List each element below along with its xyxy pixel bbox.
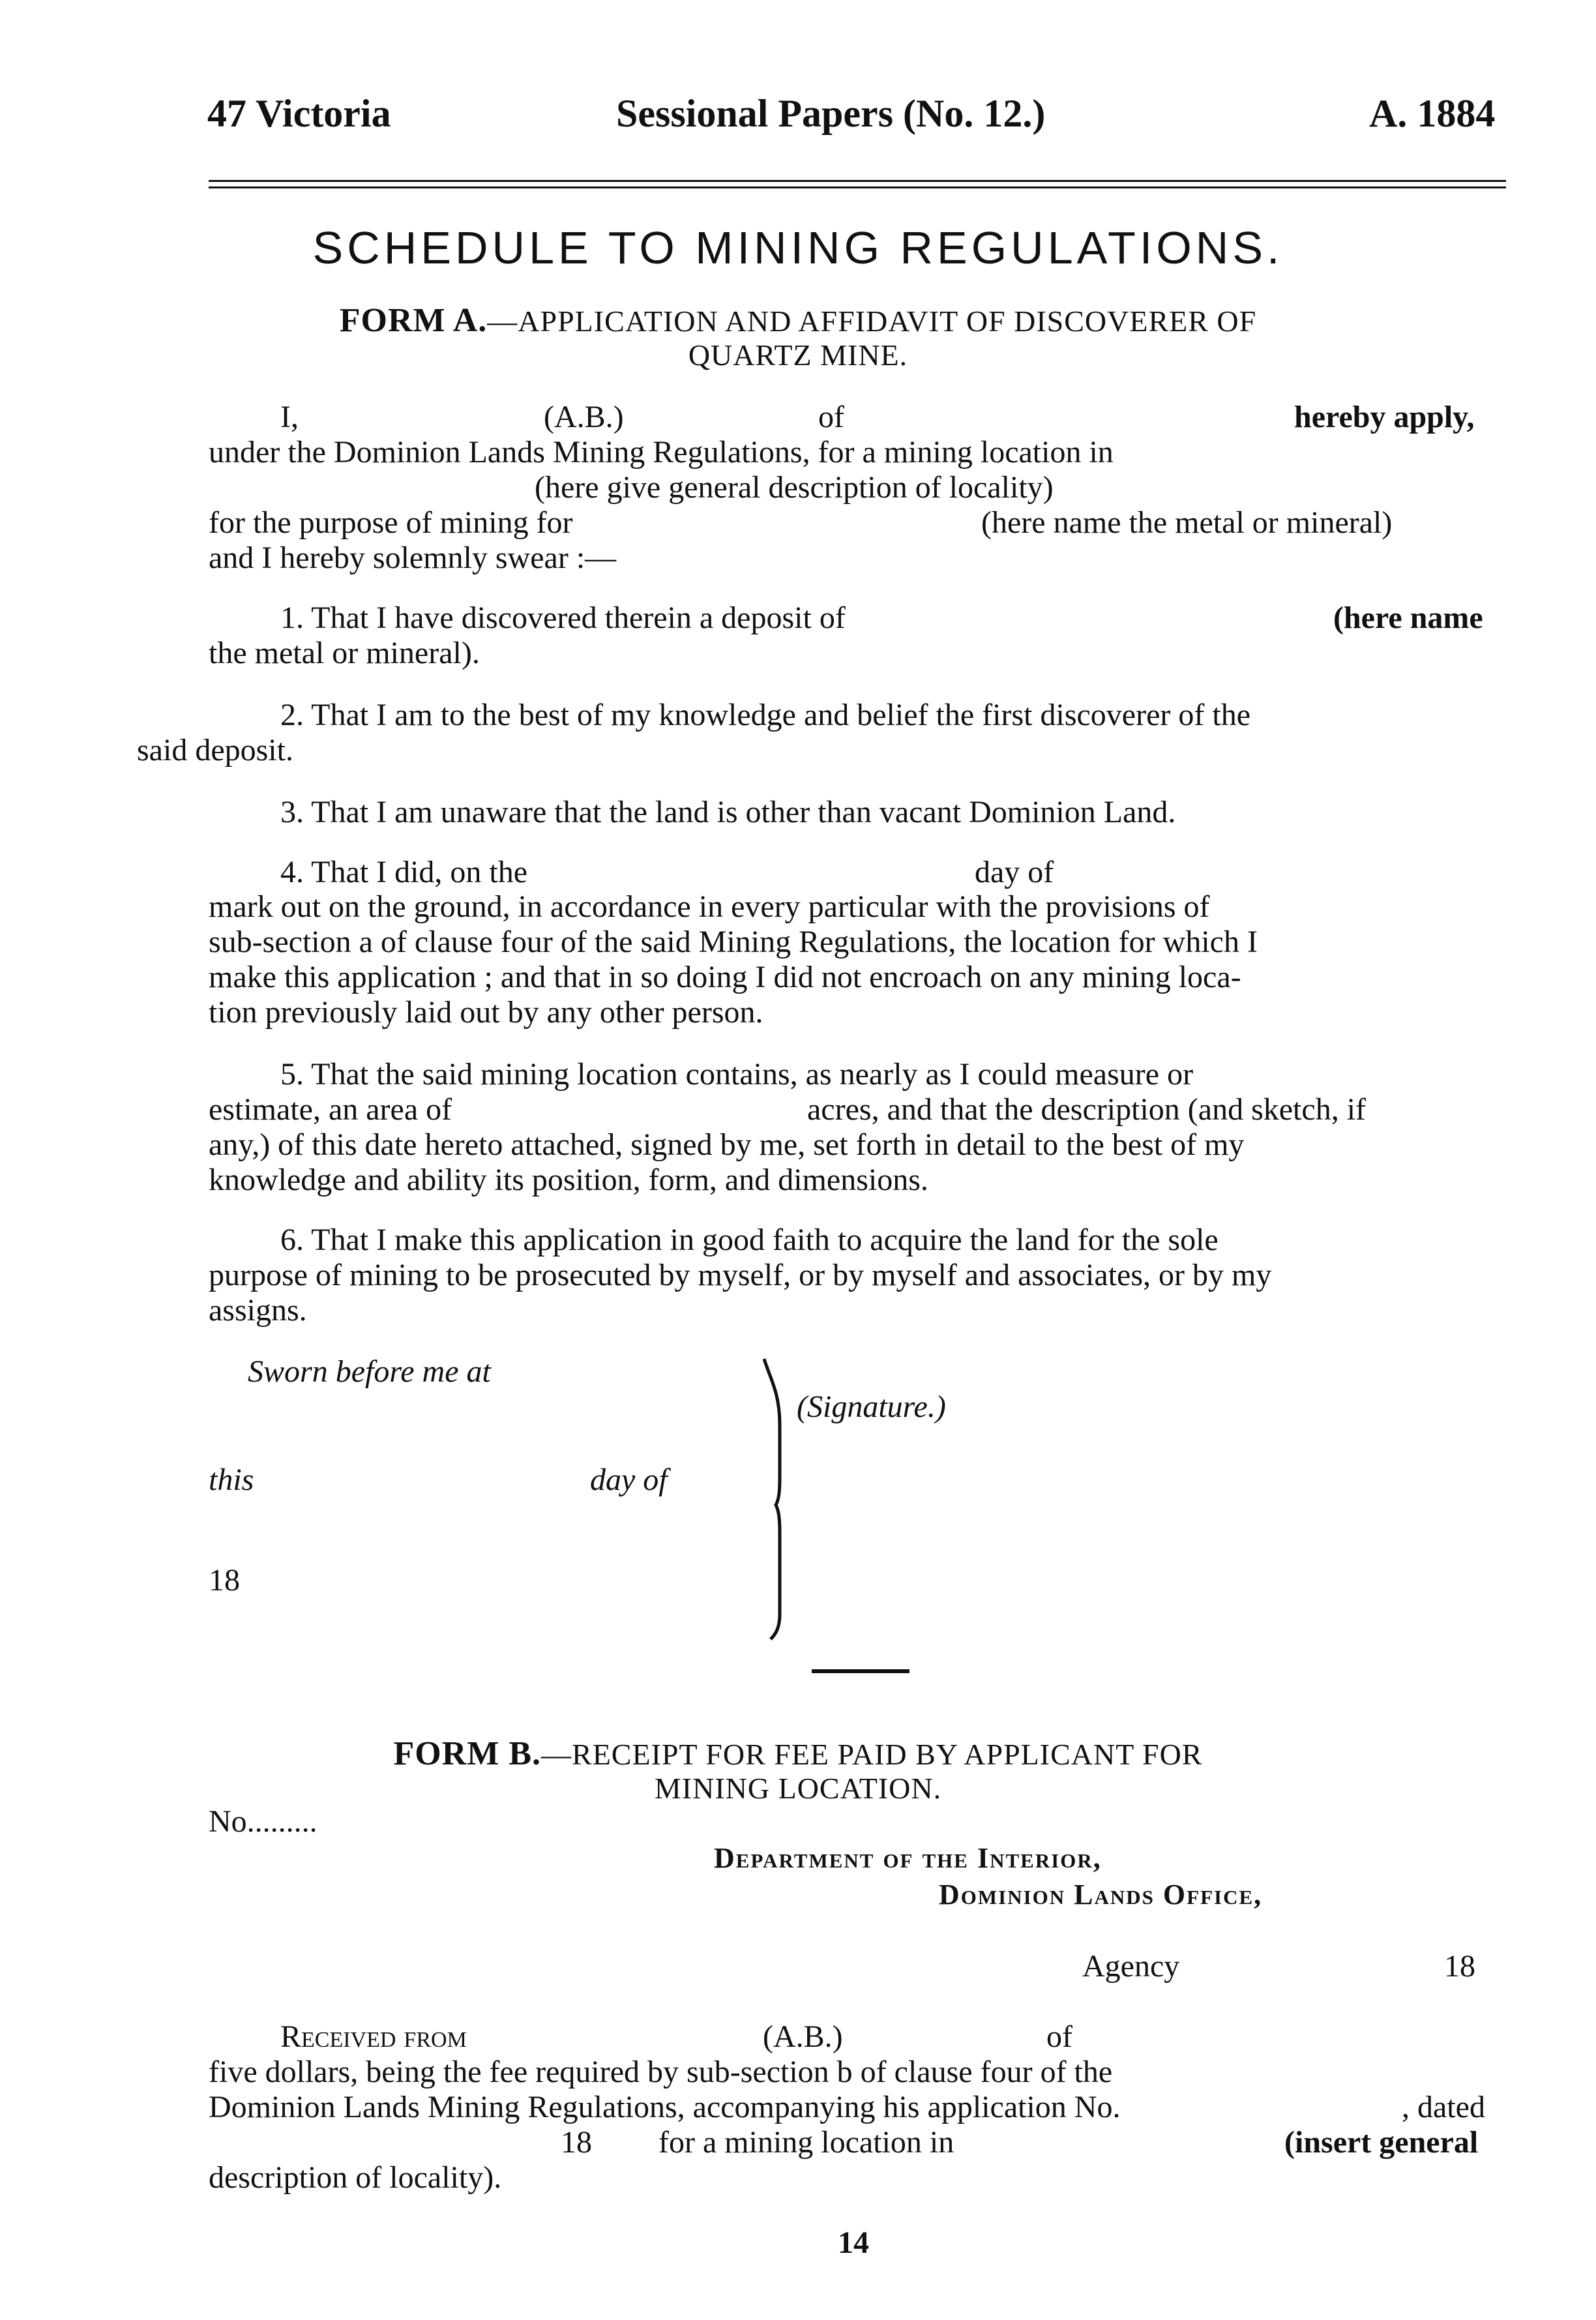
page-number: 14 — [838, 2225, 869, 2260]
clause2-line2: said deposit. — [137, 733, 293, 767]
receipt-line3-left: Dominion Lands Mining Regulations, accompanying his application No. — [209, 2090, 1121, 2124]
clause6-line2: purpose of mining to be prosecuted by myself, or by myself and associates, or by my — [209, 1258, 1272, 1292]
jurat-this: this — [209, 1463, 254, 1497]
jurat-sworn: Sworn before me at — [248, 1354, 491, 1389]
form-b-label: FORM B. — [393, 1735, 542, 1772]
receipt-line4-year: 18 — [561, 2125, 592, 2160]
clause5-line2-left: estimate, an area of — [209, 1092, 452, 1127]
jurat-signature: (Signature.) — [797, 1390, 946, 1424]
clause4-line1-right: day of — [975, 855, 1054, 889]
clause4-body — [209, 889, 1506, 1030]
header-rule-top — [209, 180, 1506, 182]
clause1-line1-right: (here name — [1333, 601, 1483, 635]
intro-line4-left: for the purpose of mining for — [209, 505, 573, 540]
intro-line2: under the Dominion Lands Mining Regulations, for a mining location in — [209, 435, 1114, 469]
jurat-year: 18 — [209, 1563, 240, 1598]
page-title: SCHEDULE TO MINING REGULATIONS. — [312, 222, 1284, 273]
clause5-line2-right: acres, and that the description (and sketch, if — [807, 1092, 1367, 1127]
form-a-heading-line2: QUARTZ MINE. — [688, 338, 908, 372]
clause2-line1: 2. That I am to the best of my knowledge and belief the first discoverer of the — [280, 698, 1250, 732]
clause4-line5: tion previously laid out by any other person. — [209, 995, 763, 1030]
receipt-ab: (A.B.) — [763, 2019, 843, 2054]
intro-line5: and I hereby solemnly swear :— — [209, 541, 617, 575]
header-right: A. 1884 — [1369, 92, 1496, 135]
form-a-heading-line1: —APPLICATION AND AFFIDAVIT OF DISCOVERER OF — [487, 305, 1257, 338]
intro-i: I, — [280, 400, 299, 434]
clause6-line1: 6. That I make this application in good faith to acquire the land for the sole — [280, 1223, 1219, 1257]
dept-line1: Department of the Interior, — [714, 1842, 1102, 1874]
agency-label: Agency — [1082, 1949, 1180, 1984]
clause4-line4: make this application ; and that in so doing I did not encroach on any mining loca- — [209, 960, 1241, 994]
clause1-line2: the metal or mineral). — [209, 636, 480, 670]
jurat-brace — [756, 1354, 808, 1641]
clause3: 3. That I am unaware that the land is other than vacant Dominion Land. — [280, 795, 1176, 829]
intro-ab: (A.B.) — [544, 400, 624, 434]
header-left: 47 Victoria — [207, 92, 391, 135]
form-b-number: No......... — [209, 1804, 318, 1839]
jurat-day-of: day of — [590, 1463, 668, 1497]
intro-line3: (here give general description of locality) — [535, 470, 1054, 505]
receipt-received-from: Received from — [280, 2019, 467, 2054]
agency-year: 18 — [1444, 1949, 1475, 1984]
clause5-line4: knowledge and ability its position, form, and dimensions. — [209, 1163, 928, 1197]
clause1-line1-left: 1. That I have discovered therein a deposit of — [280, 601, 846, 635]
receipt-line5: description of locality). — [209, 2160, 502, 2195]
receipt-line4-right: (insert general — [1284, 2125, 1479, 2160]
form-a-heading — [0, 301, 1596, 340]
receipt-line2: five dollars, being the fee required by sub-section b of clause four of the — [209, 2055, 1113, 2089]
header-center: Sessional Papers (No. 12.) — [616, 92, 1046, 135]
form-b-heading — [0, 1734, 1596, 1773]
form-b-heading-line1: —RECEIPT FOR FEE PAID BY APPLICANT FOR — [541, 1738, 1203, 1771]
form-a-label: FORM A. — [339, 302, 488, 339]
receipt-line3-right: , dated — [1402, 2090, 1485, 2124]
header-rule-bottom — [209, 186, 1506, 188]
clause2 — [137, 698, 1506, 768]
clause4-line1-left: 4. That I did, on the — [280, 855, 528, 889]
intro-apply: hereby apply, — [1294, 400, 1475, 434]
intro-of: of — [818, 400, 844, 434]
section-divider — [812, 1669, 909, 1673]
clause5-line3: any,) of this date hereto attached, signed by me, set forth in detail to the best of my — [209, 1127, 1245, 1162]
receipt-of: of — [1046, 2019, 1072, 2054]
receipt-line4-mid: for a mining location in — [658, 2125, 954, 2160]
dept-line2: Dominion Lands Office, — [939, 1879, 1263, 1911]
clause4-line3: sub-section a of clause four of the said Mining Regulations, the location for which I — [209, 925, 1258, 959]
clause4-line2: mark out on the ground, in accordance in every particular with the provisions of — [209, 889, 1210, 924]
form-b-heading-line2: MINING LOCATION. — [654, 1772, 942, 1805]
clause5-line1: 5. That the said mining location contains, as nearly as I could measure or — [280, 1057, 1194, 1092]
clause6-line3: assigns. — [209, 1293, 307, 1328]
intro-line4-right: (here name the metal or mineral) — [981, 505, 1393, 540]
